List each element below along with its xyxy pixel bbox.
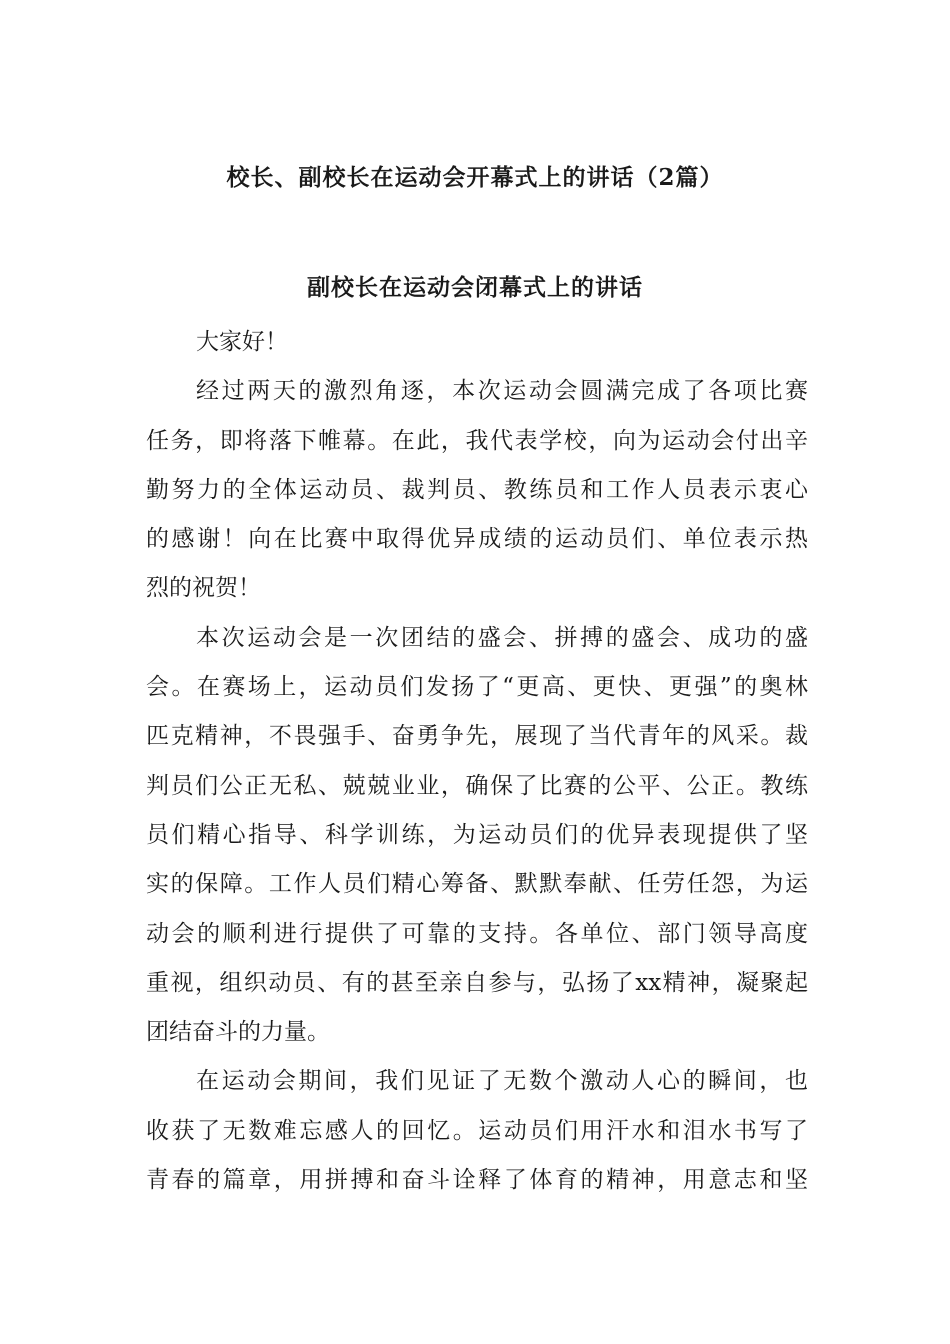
paragraph-line: 青春的篇章，用拼搏和奋斗诠释了体育的精神，用意志和坚 — [146, 1167, 808, 1194]
paragraph-line: 匹克精神，不畏强手、奋勇争先，展现了当代青年的风采。裁 — [146, 723, 808, 750]
paragraph-line: 勤努力的全体运动员、裁判员、教练员和工作人员表示衷心 — [146, 476, 808, 503]
paragraph-line: 会。在赛场上，运动员们发扬了“更高、更快、更强”的奥林 — [146, 674, 808, 701]
section-title: 副校长在运动会闭幕式上的讲话 — [307, 274, 643, 301]
paragraph-line: 的感谢！向在比赛中取得优异成绩的运动员们、单位表示热 — [146, 526, 808, 553]
greeting-line: 大家好！ — [196, 329, 288, 355]
paragraph-line: 本次运动会是一次团结的盛会、拼搏的盛会、成功的盛 — [196, 624, 808, 651]
paragraph-line: 在运动会期间，我们见证了无数个激动人心的瞬间，也 — [196, 1068, 808, 1095]
paragraph-line: 烈的祝贺！ — [146, 575, 261, 602]
paragraph-line: 经过两天的激烈角逐，本次运动会圆满完成了各项比赛 — [196, 378, 808, 405]
paragraph-line: 判员们公正无私、兢兢业业，确保了比赛的公平、公正。教练 — [146, 772, 808, 799]
paragraph-line: 员们精心指导、科学训练，为运动员们的优异表现提供了坚 — [146, 821, 808, 848]
paragraph-line: 实的保障。工作人员们精心筹备、默默奉献、任劳任怨，为运 — [146, 871, 808, 898]
document-title: 校长、副校长在运动会开幕式上的讲话（2篇） — [226, 164, 724, 191]
paragraph-line: 任务，即将落下帷幕。在此，我代表学校，向为运动会付出辛 — [146, 427, 808, 454]
paragraph-line: 动会的顺利进行提供了可靠的支持。各单位、部门领导高度 — [146, 920, 808, 947]
paragraph-line: 收获了无数难忘感人的回忆。运动员们用汗水和泪水书写了 — [146, 1117, 808, 1144]
paragraph-line: 重视，组织动员、有的甚至亲自参与，弘扬了xx精神，凝聚起 — [146, 969, 808, 996]
paragraph-line: 团结奋斗的力量。 — [146, 1019, 330, 1046]
document-body — [146, 318, 808, 1205]
